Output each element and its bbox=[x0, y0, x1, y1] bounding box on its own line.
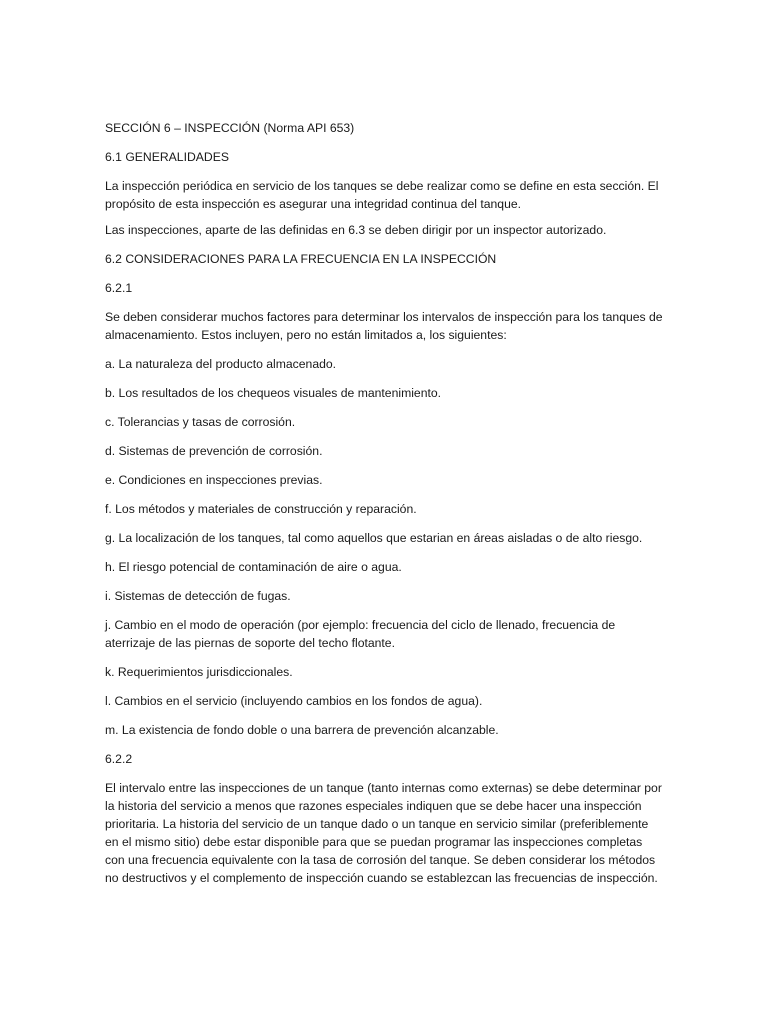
list-item-e: e. Condiciones en inspecciones previas. bbox=[105, 473, 323, 487]
list-item-k: k. Requerimientos jurisdiccionales. bbox=[105, 665, 293, 679]
list-item-f: f. Los métodos y materiales de construcción y reparación. bbox=[105, 502, 417, 516]
list-item-a: a. La naturaleza del producto almacenado. bbox=[105, 357, 337, 371]
paragraph-6-1-b: Las inspecciones, aparte de las definidas en 6.3 se deben dirigir por un inspector autorizado. bbox=[105, 223, 607, 237]
paragraph-6-2-2: El intervalo entre las inspecciones de un tanque (tanto internas como externas) se debe determinar por la historia del servicio a menos que razones especiales indiquen que se debe hacer una inspección prioritaria. La historia del servicio de un tanque dado o un tanque en servicio similar (preferiblemente en el mismo sitio) debe estar disponible para que se puedan programar las inspecciones completas con una frecuencia equivalente con la tasa de corrosión del tanque. Se deben considerar los métodos no destructivos y el complemento de inspección cuando se establezcan las frecuencias de inspección. bbox=[105, 781, 662, 885]
heading-6-1: 6.1 GENERALIDADES bbox=[105, 150, 229, 164]
list-item-h: h. El riesgo potencial de contaminación de aire o agua. bbox=[105, 560, 402, 574]
list-item-i: i. Sistemas de detección de fugas. bbox=[105, 589, 291, 603]
list-item-b: b. Los resultados de los chequeos visuales de mantenimiento. bbox=[105, 386, 442, 400]
section-title: SECCIÓN 6 – INSPECCIÓN (Norma API 653) bbox=[105, 121, 355, 135]
heading-6-2: 6.2 CONSIDERACIONES PARA LA FRECUENCIA EN LA INSPECCIÓN bbox=[105, 252, 497, 266]
list-item-j: j. Cambio en el modo de operación (por ejemplo: frecuencia del ciclo de llenado, frecuencia de aterrizaje de las piernas de soporte del techo flotante. bbox=[105, 618, 616, 650]
document-page bbox=[105, 119, 665, 898]
list-item-d: d. Sistemas de prevención de corrosión. bbox=[105, 444, 323, 458]
list-item-m: m. La existencia de fondo doble o una barrera de prevención alcanzable. bbox=[105, 723, 499, 737]
list-item-l: l. Cambios en el servicio (incluyendo cambios en los fondos de agua). bbox=[105, 694, 483, 708]
paragraph-6-1: La inspección periódica en servicio de los tanques se debe realizar como se define en esta sección. El propósito de esta inspección es asegurar una integridad continua del tanque. bbox=[105, 179, 659, 211]
list-item-c: c. Tolerancias y tasas de corrosión. bbox=[105, 415, 296, 429]
list-item-g: g. La localización de los tanques, tal como aquellos que estarian en áreas aisladas o de alto riesgo. bbox=[105, 531, 643, 545]
paragraph-6-2-1: Se deben considerar muchos factores para determinar los intervalos de inspección para los tanques de almacenamiento. Estos incluyen, pero no están limitados a, los siguientes: bbox=[105, 310, 663, 342]
heading-6-2-1: 6.2.1 bbox=[105, 281, 133, 295]
heading-6-2-2: 6.2.2 bbox=[105, 752, 133, 766]
